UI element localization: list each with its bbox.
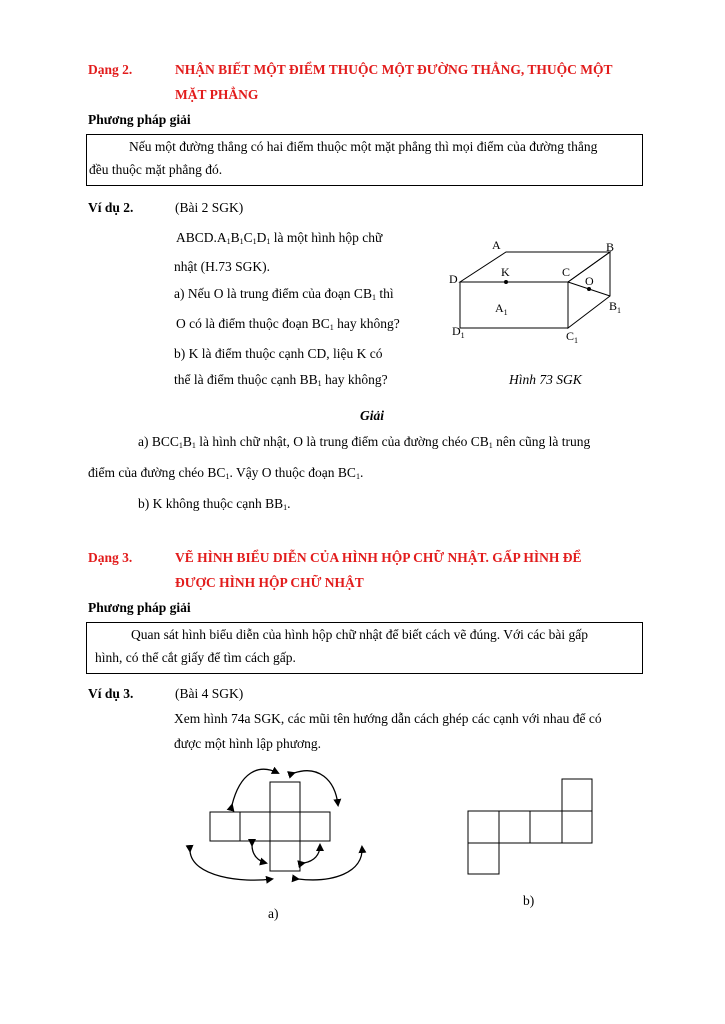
- section2-method-heading: Phương pháp giải: [88, 112, 191, 127]
- label-d1: $D_1$: [452, 324, 465, 340]
- figure-74a-cube-net: [180, 755, 370, 905]
- problem-line1: $ABCD.A_1B_1C_1D_1$ là một hình hộp chữ: [176, 230, 383, 246]
- section2-title-line1: NHẬN BIẾT MỘT ĐIỂM THUỘC MỘT ĐƯỜNG THẲNG, THUỘC MỘT: [175, 62, 613, 77]
- solution-heading: Giải: [360, 408, 385, 423]
- label-a1: $A_1$: [495, 301, 508, 317]
- example2-source: (Bài 2 SGK): [175, 200, 244, 215]
- section2-label: Dạng 2.: [88, 62, 133, 77]
- netb-square-row2: [499, 811, 530, 843]
- label-a: A: [492, 238, 501, 252]
- label-k: K: [501, 265, 510, 279]
- figure-73-caption: Hình 73 SGK: [509, 372, 582, 387]
- netb-square-row4: [562, 811, 592, 843]
- solution-line-b1: b) K không thuộc cạnh $BB_1$.: [138, 496, 291, 512]
- arrow-top-left: [232, 769, 278, 805]
- section3-method-heading: Phương pháp giải: [88, 600, 191, 615]
- net-square-2: [240, 812, 270, 841]
- label-c1: $C_1$: [566, 329, 579, 345]
- section3-title-line2: ĐƯỢC HÌNH HỘP CHỮ NHẬT: [175, 575, 364, 590]
- arrow-bottom-right: [298, 847, 362, 880]
- net-square-3: [270, 812, 300, 841]
- label-c: C: [562, 265, 571, 279]
- point-k: [504, 280, 508, 284]
- section3-method-box: [86, 622, 643, 674]
- label-b: B: [606, 240, 615, 254]
- label-o: O: [585, 274, 594, 288]
- problem-line5: b) K là điểm thuộc cạnh CD, liệu K có: [174, 346, 383, 361]
- example3-source: (Bài 4 SGK): [175, 686, 244, 701]
- section3-label: Dạng 3.: [88, 550, 133, 565]
- example3-line2: được một hình lập phương.: [174, 736, 322, 751]
- netb-square-top: [562, 779, 592, 811]
- arrow-top-right: [294, 771, 338, 805]
- label-b1: $B_1$: [609, 299, 622, 315]
- net-square-1: [210, 812, 240, 841]
- net-square-4: [300, 812, 330, 841]
- solution-line-a1: a) $BCC_1B_1$ là hình chữ nhật, O là trung điểm của đường chéo $CB_1$ nên cũng là trung: [138, 434, 591, 450]
- net-square-bottom: [270, 841, 300, 871]
- section3-method-line1: Quan sát hình biểu diễn của hình hộp chữ nhật để biết cách vẽ đúng. Với các bài gấp: [131, 627, 588, 642]
- net-square-top: [270, 782, 300, 812]
- example2-label: Ví dụ 2.: [88, 200, 134, 215]
- box-front-face: [460, 282, 568, 328]
- arrow-bottom-left: [190, 851, 272, 880]
- netb-square-bottom: [468, 843, 499, 874]
- example3-line1: Xem hình 74a SGK, các mũi tên hướng dẫn cách ghép các cạnh với nhau để có: [174, 711, 602, 726]
- section2-method-line2: đều thuộc mặt phẳng đó.: [89, 162, 223, 177]
- example3-label: Ví dụ 3.: [88, 686, 134, 701]
- figure-b-cube-net: [460, 775, 600, 880]
- section2-method-box: [86, 134, 643, 186]
- figure-b-caption: b): [523, 893, 535, 908]
- problem-line6: thể là điểm thuộc cạnh $BB_1$ hay không?: [174, 372, 388, 388]
- section2-method-line1: Nếu một đường thẳng có hai điểm thuộc một mặt phẳng thì mọi điểm của đường thẳng: [129, 139, 598, 154]
- label-d: D: [449, 272, 458, 286]
- arrow-inner-left: [252, 845, 266, 863]
- netb-square-row1: [468, 811, 499, 843]
- problem-line3: a) Nếu O là trung điểm của đoạn $CB_1$ thì: [174, 286, 394, 302]
- solution-line-a2: điểm của đường chéo $BC_1$. Vậy O thuộc đoạn $BC_1$.: [88, 465, 364, 481]
- problem-line4: O có là điểm thuộc đoạn $BC_1$ hay không?: [176, 316, 400, 332]
- figure-74a-caption: a): [268, 906, 279, 921]
- problem-line2: nhật (H.73 SGK).: [174, 259, 270, 274]
- section2-title-line2: MẶT PHẲNG: [175, 87, 259, 102]
- netb-square-row3: [530, 811, 562, 843]
- section3-method-line2: hình, có thể cắt giấy để tìm cách gấp.: [95, 650, 296, 665]
- section3-title-line1: VẼ HÌNH BIỂU DIỄN CỦA HÌNH HỘP CHỮ NHẬT. GẤP HÌNH ĐỂ: [175, 550, 582, 565]
- arrow-inner-right: [304, 845, 320, 863]
